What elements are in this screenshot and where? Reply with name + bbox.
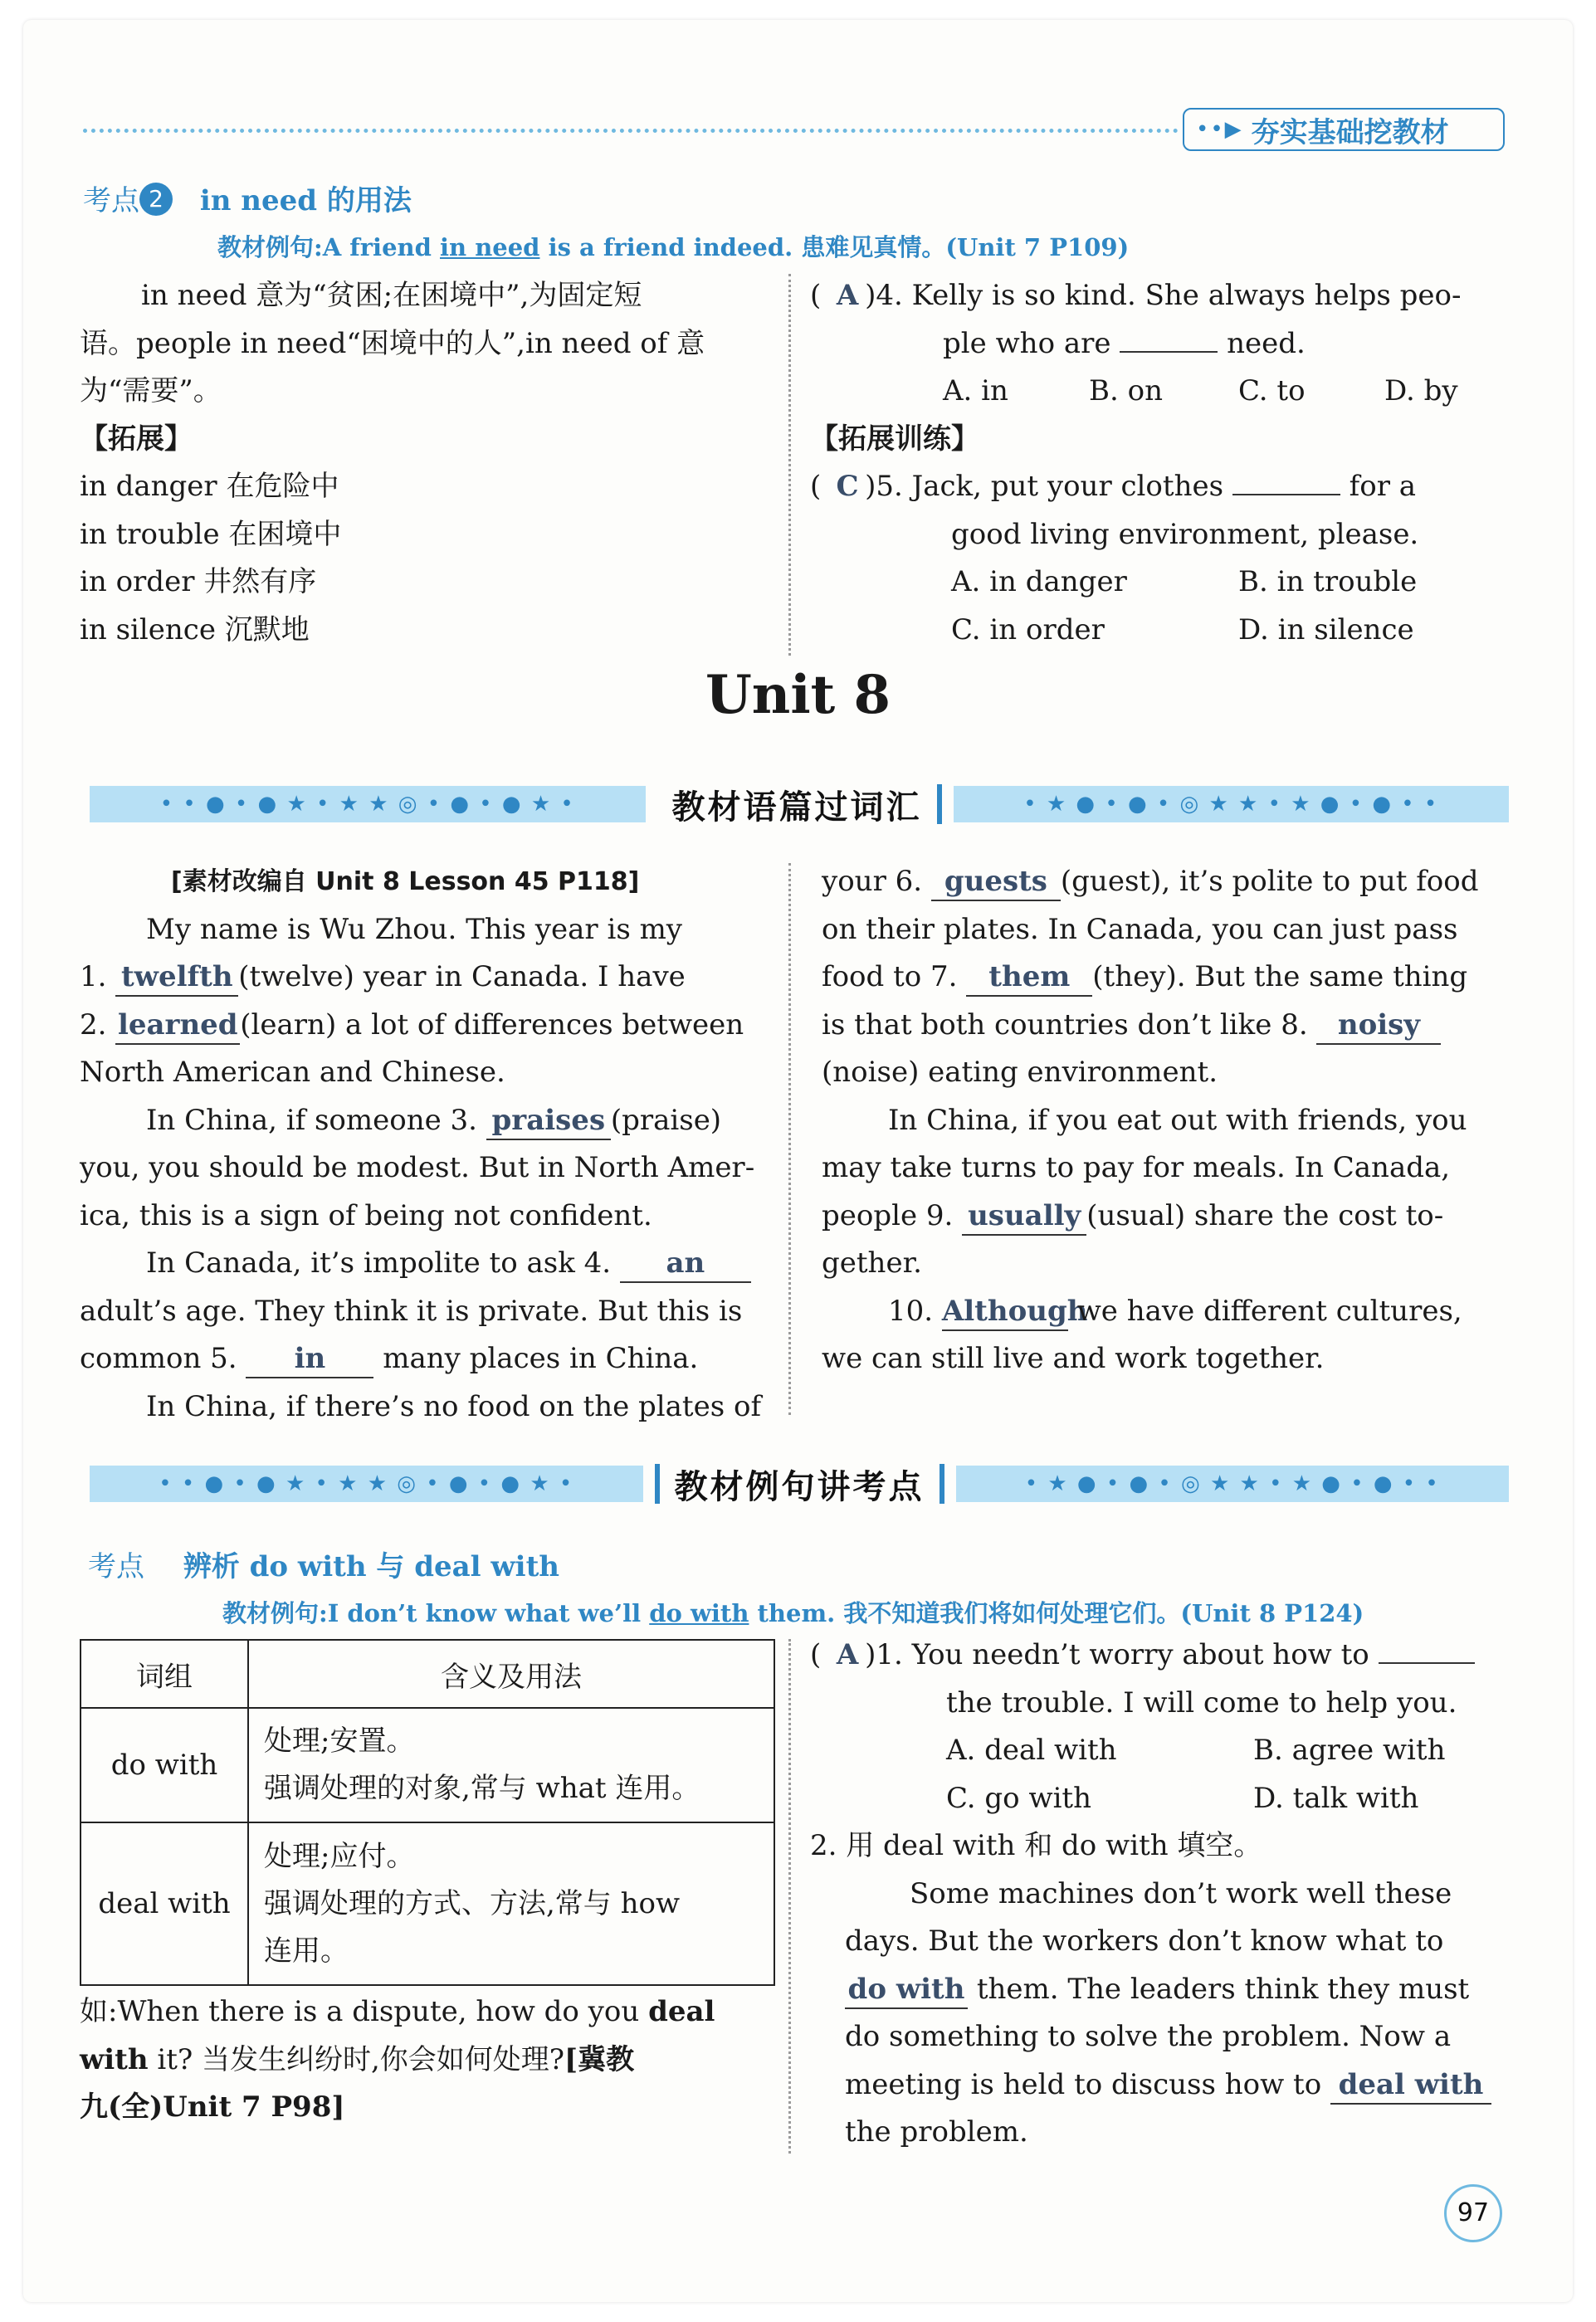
- answer-5: in: [246, 1340, 373, 1378]
- header-section-tag: [1183, 108, 1505, 151]
- answer-2: learned: [115, 1007, 240, 1045]
- vocab-banner-title: 教材语篇过词汇: [671, 788, 922, 827]
- question-2-title: 2. 用 deal with 和 do with 填空。: [810, 1829, 1262, 1862]
- table-row: [81, 1822, 774, 1985]
- table-cell-usage: 处理;应付。 强调处理的方式、方法,常与 how 连用。: [248, 1822, 774, 1985]
- passage-right-column: your 6. guests (guest), it’s polite to put food on their plates. In Canada, you can just pass food to 7. them (they). But the same thing is that both countries don’t like 8. noisy (noise) eating environment. In China, if you eat out with friends, you may take turns to pay for meals. In Canada, people 9. usually (usual) share the cost to- gether. 10. Although we have different cultures, we can still live and work together.: [822, 865, 1479, 1375]
- question-4: ( A )4. Kelly is so kind. She always helps peo- ple who are need. A. in B. on C. to D. by 【拓展训练】 ( C )5. Jack, put your clothes for a good living environment, please. A. in danger B. in trouble C. in order D. in silence: [810, 272, 1461, 654]
- answer-4: an: [620, 1245, 751, 1283]
- answer-7: them: [966, 959, 1092, 997]
- header-title: 夯实基础挖教材: [1251, 115, 1449, 149]
- kaodian-2-heading: [83, 178, 412, 226]
- answer-9: usually: [962, 1198, 1086, 1236]
- kaodian-title: 辨析 do with 与 deal with: [183, 1550, 560, 1583]
- table-cell-phrase: deal with: [81, 1822, 248, 1985]
- banner-decoration: • • ● • ● ★ • ★ ★ ◎ • ● • ● ★ •: [90, 1466, 643, 1502]
- answer-10: Although: [942, 1293, 1068, 1331]
- banner-decoration: • • ● • ● ★ • ★ ★ ◎ • ● • ● ★ •: [90, 786, 646, 822]
- banner-decoration: • ★ ● • ● • ◎ ★ ★ • ★ ● • ● • •: [956, 1466, 1510, 1502]
- unit-title: Unit 8: [705, 664, 891, 726]
- kaodian-2-example: 教材例句:A friend in need is a friend indeed. 患难见真情。(Unit 7 P109): [217, 233, 1130, 261]
- kaodian-label: 考点: [83, 184, 139, 217]
- vocab-banner: [90, 784, 1509, 827]
- kaodian-3-usage-example: 如:When there is a dispute, how do you deal with it? 当发生纠纷时,你会如何处理?[冀教 九(全)Unit 7 P98]: [80, 1995, 715, 2124]
- kaodian-title: in need 的用法: [199, 184, 412, 217]
- kaodian-2-explanation: in need 意为“贫困;在困境中”,为固定短 语。people in need“困境中的人”,in need of 意 为“需要”。 【拓展】 in danger 在危险中 in trouble 在困境中 in order 井然有序 in silence 沉默地: [80, 279, 705, 646]
- passage-source: [素材改编自 Unit 8 Lesson 45 P118]: [171, 867, 640, 896]
- blank: [1232, 494, 1340, 495]
- question-group-3: ( A )1. You needn’t worry about how to the trouble. I will come to help you. A. deal with B. agree with C. go with D. talk with 2. 用 deal with 和 do with 填空。 Some machines don’t work well these days. But the workers don’t know what to do with them. The leaders think they must do something to solve the problem. Now a meeting is held to discuss how to deal with the problem.: [810, 1632, 1491, 2157]
- passage-left-column: [素材改编自 Unit 8 Lesson 45 P118] My name is Wu Zhou. This year is my 1. twelfth (twelve) year in Canada. I have 2. learned(learn) a lot of differences between North American and Chinese. In China, if someone 3. praises (praise) you, you should be modest. But in North Amer- ica, this is a sign of being not confident. In Canada, it’s impolite to ask 4. an adult’s age. They think it is private. But this is common 5. in many places in China. In China, if there’s no food on the plates of: [80, 858, 761, 1431]
- arrow-icon: ••▶: [1196, 117, 1243, 142]
- example-banner-title: 教材例句讲考点: [674, 1467, 925, 1506]
- table-row: [81, 1708, 774, 1822]
- header-dotted-line: [83, 129, 1179, 133]
- table-cell-usage: 处理;安置。 强调处理的对象,常与 what 连用。: [248, 1708, 774, 1822]
- answer-q1: A: [836, 1638, 859, 1671]
- column-divider: [788, 1639, 791, 2154]
- banner-decoration: • ★ ● • ● • ◎ ★ ★ • ★ ● • ● • •: [954, 786, 1510, 822]
- comparison-table: [80, 1639, 775, 1986]
- practice-title: 【拓展训练】: [810, 422, 979, 456]
- table-cell-phrase: do with: [81, 1708, 248, 1822]
- kaodian-number-badge: 2: [139, 183, 173, 216]
- answer-3: praises: [486, 1102, 611, 1140]
- answer-deal-with: deal with: [1330, 2066, 1491, 2105]
- answer-4: A: [836, 279, 859, 312]
- kaodian-label: 考点: [88, 1550, 144, 1583]
- kaodian-3-example: 教材例句:I don’t know what we’ll do with them. 我不知道我们将如何处理它们。(Unit 8 P124): [222, 1599, 1364, 1627]
- answer-do-with: do with: [845, 1971, 968, 2009]
- answer-1: twelfth: [115, 959, 238, 997]
- answer-5: C: [836, 470, 859, 503]
- column-divider: [788, 863, 791, 1415]
- answer-8: noisy: [1316, 1007, 1441, 1045]
- answer-6: guests: [931, 863, 1061, 901]
- table-header: 词组: [81, 1640, 248, 1708]
- kaodian-3-heading: [88, 1544, 559, 1592]
- blank: [1120, 351, 1218, 353]
- example-banner: [90, 1464, 1509, 1504]
- table-header-row: [81, 1640, 774, 1708]
- expand-title: 【拓展】: [80, 422, 193, 456]
- blank: [1379, 1662, 1475, 1664]
- page-number: 97: [1444, 2184, 1502, 2242]
- table-header: 含义及用法: [248, 1640, 774, 1708]
- column-divider: [788, 274, 791, 656]
